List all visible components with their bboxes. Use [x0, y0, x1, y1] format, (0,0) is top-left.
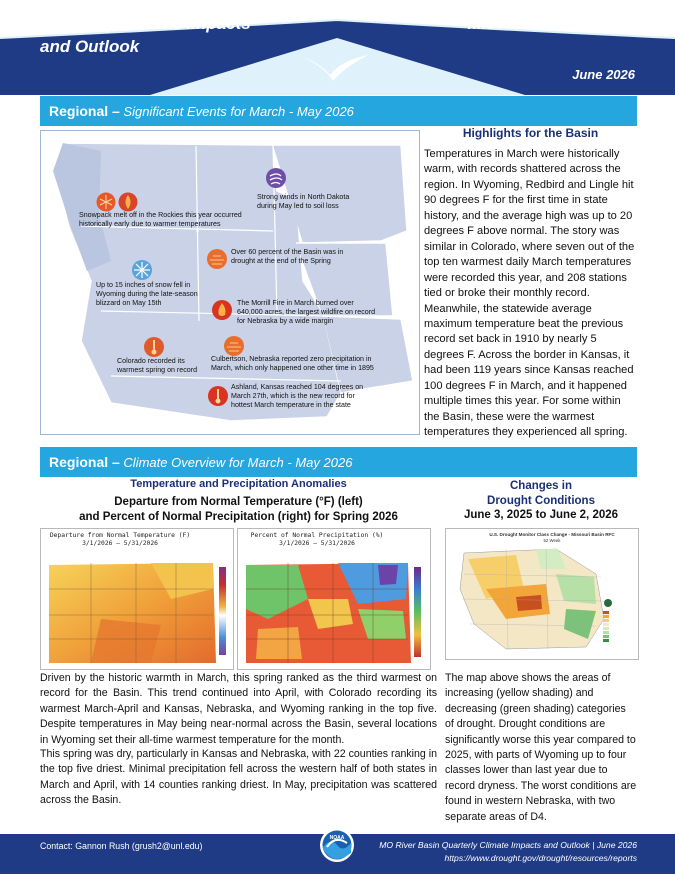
- fire-icon: [211, 299, 233, 321]
- heat-icon: [207, 385, 229, 407]
- section-band-climate-overview: Regional – Climate Overview for March - May 2026: [40, 447, 637, 477]
- drought-map-shading: [446, 529, 638, 659]
- report-date: June 2026: [572, 67, 635, 82]
- precip-map-shading: [238, 529, 430, 669]
- overview-paragraph-1: Driven by the historic warmth in March, this spring ranked as the third warmest on record for the Basin. This trend continued into April, with Colorado recording its warmest March-April and Kansas, Nebraska, and Wyoming ranking in the top five. Despite temperatures in May being near-normal across the Basin, several locations in Wyoming set their all-time warmest temperature for the month.: [40, 672, 437, 746]
- event-drought-extent: Over 60 percent of the Basin was in drought at the end of the Spring: [231, 248, 344, 265]
- overview-paragraph-2: This spring was dry, particularly in Kansas and Nebraska, with 22 counties ranking in the top five driest. Minimal precipitation fell across the western half of both states in March and April, with 14 counties ranking driest. In May, precipitation was scattered across the Basin.: [40, 748, 437, 807]
- noaa-logo-text: NOAA: [329, 835, 345, 841]
- highlights-text: Temperatures in March were historically warm, with records shattered across the region. In Wyoming, Redbird and Lingle hit 90 degrees F for the first time in state history, and the average high was up to 20 degrees F above normal. The story was similar in Colorado, where seven out of the top ten warmest daily March temperatures were recorded this year, and 208 stations tied or broke their monthly record. Meanwhile, the statewide average maximum temperature beat the previous record set back in 1910 by nearly 5 degrees F. Across the border in Kansas, it had been 119 years since Kansas reached 100 degrees F in March, and it happened multiple times this year. For some within the Basin, these were the warmest temperatures they experienced all spring.: [424, 148, 635, 439]
- wind-icon: [265, 167, 287, 189]
- precipitation-percent-map: [237, 528, 431, 670]
- temp-map-shading: [41, 529, 233, 669]
- section-band-significant-events: Regional – Significant Events for March - May 2026: [40, 96, 637, 126]
- page-header: [0, 0, 675, 95]
- snow-icon: [131, 259, 153, 281]
- event-culbertson: Culbertson, Nebraska reported zero precipitation in March, which only happened one other time in 1895: [211, 355, 374, 372]
- drought-icon: [223, 335, 245, 357]
- bird-logo-icon: [300, 53, 370, 83]
- footer-report-line: MO River Basin Quarterly Climate Impacts and Outlook | June 2026: [379, 840, 637, 850]
- event-ashland: Ashland, Kansas reached 104 degrees on March 27th, which is the new record for hottest March temperature in the state: [231, 383, 364, 409]
- drought-change-map: [445, 528, 639, 660]
- drought-map-subtitle: 52 Week: [543, 538, 561, 543]
- temp-map-title: Departure from Normal Temperature (F) 3/1/2026 – 5/31/2026: [49, 532, 191, 547]
- noaa-logo-icon: [319, 827, 355, 863]
- anomalies-heading: Temperature and Precipitation Anomalies: [130, 478, 347, 490]
- event-blizzard: Up to 15 inches of snow fell in Wyoming during the late-season blizzard on May 15th: [96, 281, 198, 307]
- heat-icon: [143, 336, 165, 358]
- report-title: Quarterly Climate Impacts and Outlook: [40, 14, 251, 56]
- precip-map-title: Percent of Normal Precipitation (%) 3/1/2026 – 5/31/2026: [250, 532, 384, 547]
- drought-date-range: June 3, 2025 to June 2, 2026: [463, 509, 619, 521]
- drought-map-title: U.S. Drought Monitor Class Change - Missouri Basin RFC: [489, 532, 615, 537]
- region-title: Missouri River Basin: [466, 14, 635, 33]
- highlights-heading: Highlights for the Basin: [462, 126, 599, 140]
- drought-text: The map above shows the areas of increasing (yellow shading) and decreasing (green shading) categories of drought. Drought conditions are significantly worse this year compared to 2025, with parts of Wyoming up to four classes lower than last year due to record dryness. The worst conditions are found in western Nebraska, with two separate areas of D4.: [445, 672, 637, 823]
- event-snowpack: Snowpack melt off in the Rockies this year occurred historically early due to warmer temperatures: [79, 211, 242, 228]
- significant-events-map: [40, 130, 420, 435]
- anomalies-caption: Departure from Normal Temperature (°F) (left) and Percent of Normal Precipitation (right) for Spring 2026: [79, 496, 398, 523]
- event-wind: Strong winds in North Dakota during May led to soil loss: [257, 193, 350, 210]
- temperature-departure-map: [40, 528, 234, 670]
- event-morrill-fire: The Morrill Fire in March burned over 640,000 acres, the largest wildfire on record for Nebraska by a wide margin: [237, 299, 376, 325]
- contact-info: Contact: Gannon Rush (grush2@unl.edu): [40, 841, 203, 851]
- event-colorado-warmest: Colorado recorded its warmest spring on record: [117, 357, 198, 374]
- snow-fire-icon: [96, 191, 142, 213]
- drought-icon: [206, 248, 228, 270]
- footer-url[interactable]: https://www.drought.gov/drought/resources/reports: [444, 853, 637, 863]
- drought-heading: Changes in Drought Conditions: [487, 480, 595, 507]
